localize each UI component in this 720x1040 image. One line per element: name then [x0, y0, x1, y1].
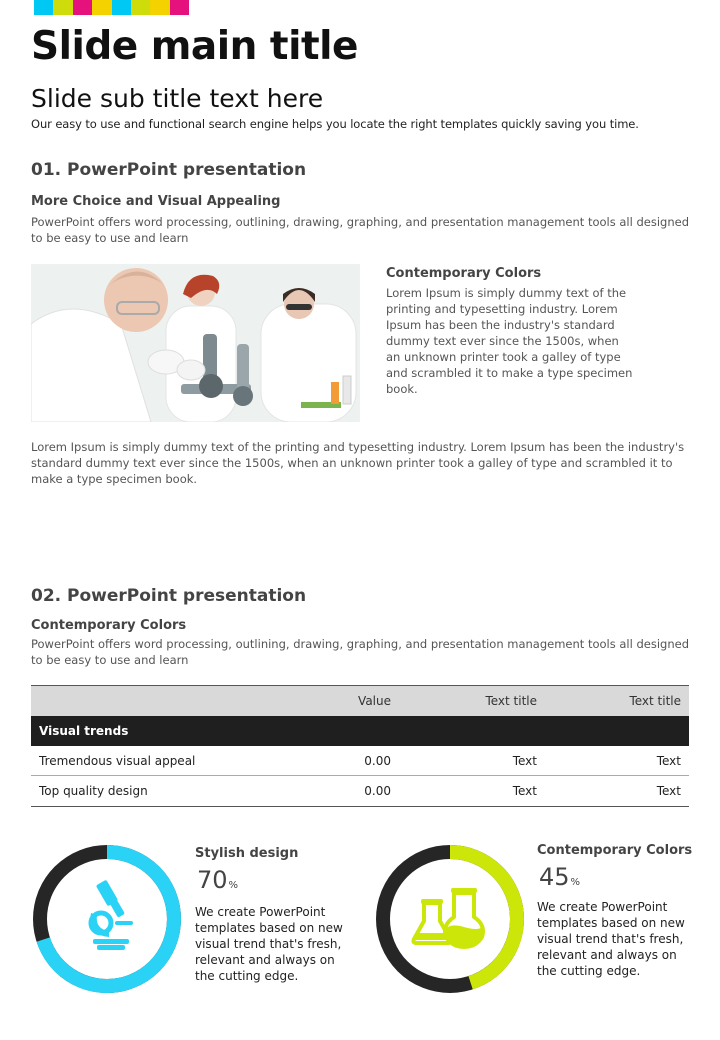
table-cell: Text [512, 784, 537, 798]
data-table [31, 685, 689, 807]
section1-heading: 01. PowerPoint presentation [31, 160, 307, 180]
microscope-icon [90, 880, 133, 950]
table-cell: 0.00 [364, 753, 391, 768]
intro-text: Our easy to use and functional search engine helps you locate the right templates quickly saving you time. [31, 117, 639, 131]
brand-color-swatch [92, 0, 111, 15]
table-header-row [31, 686, 689, 716]
table-group-row [31, 716, 689, 746]
section2-description: PowerPoint offers word processing, outlining, drawing, graphing, and presentation management tools all designed to be easy to use and learn [31, 637, 690, 667]
side-title: Contemporary Colors [386, 266, 542, 281]
table-row [31, 746, 689, 776]
brand-color-swatch [170, 0, 189, 15]
slide-main-title: Slide main title [31, 24, 358, 69]
slide-subtitle: Slide sub title text here [31, 84, 324, 113]
table-cell: Tremendous visual appeal [39, 753, 196, 768]
progress-donut-stylish-design [31, 843, 183, 995]
table-header-cell: Value [358, 694, 391, 708]
brand-color-swatch [53, 0, 72, 15]
section1-subheading: More Choice and Visual Appealing [31, 194, 281, 209]
flasks-icon [413, 888, 483, 947]
stat-value [197, 866, 238, 894]
table-cell: Text [656, 784, 681, 798]
stat-description: We create PowerPoint templates based on new visual trend that's fresh, relevant and always on the cutting edge. [195, 905, 343, 983]
side-text: Lorem Ipsum is simply dummy text of the printing and typesetting industry. Lorem Ipsum has been the industry's standard dummy text ever since the 1500s, when an unknown printer took a galley of type and scrambled it to make a type specimen book. [386, 286, 633, 396]
stat-value [539, 863, 580, 891]
stat-title: Contemporary Colors [537, 843, 693, 858]
laboratory-photo [31, 264, 360, 422]
stat-value-unit: % [570, 877, 581, 888]
table-cell: Top quality design [39, 784, 148, 798]
stat-value-unit: % [228, 880, 239, 891]
stat-value-number: 70 [197, 866, 228, 894]
brand-color-swatch [131, 0, 150, 15]
progress-donut-contemporary-colors [374, 843, 526, 995]
stat-title: Stylish design [195, 846, 299, 861]
laboratory-scientists-photo [31, 264, 360, 422]
brand-color-strip [34, 0, 189, 15]
section1-description: PowerPoint offers word processing, outlining, drawing, graphing, and presentation management tools all designed to be easy to use and learn [31, 215, 690, 245]
table-cell: Text [512, 753, 537, 768]
brand-color-swatch [34, 0, 53, 15]
table-header-cell: Text title [629, 694, 681, 708]
table-row [31, 776, 689, 806]
section2-heading: 02. PowerPoint presentation [31, 586, 307, 606]
table-cell: Text [656, 753, 681, 768]
section2-subheading: Contemporary Colors [31, 618, 187, 633]
stat-value-number: 45 [539, 863, 570, 891]
brand-color-swatch [150, 0, 169, 15]
table-header-cell: Text title [485, 694, 537, 708]
brand-color-swatch [73, 0, 92, 15]
brand-color-swatch [112, 0, 131, 15]
table-cell: 0.00 [364, 784, 391, 798]
table-group-label: Visual trends [39, 724, 129, 738]
section1-footer-text: Lorem Ipsum is simply dummy text of the printing and typesetting industry. Lorem Ipsum has been the industry's standard dummy text ever since the 1500s, when an unknown printer took a galley of type and scrambled it to make a type specimen book. [31, 440, 685, 486]
stat-description: We create PowerPoint templates based on new visual trend that's fresh, relevant and always on the cutting edge. [537, 900, 685, 978]
